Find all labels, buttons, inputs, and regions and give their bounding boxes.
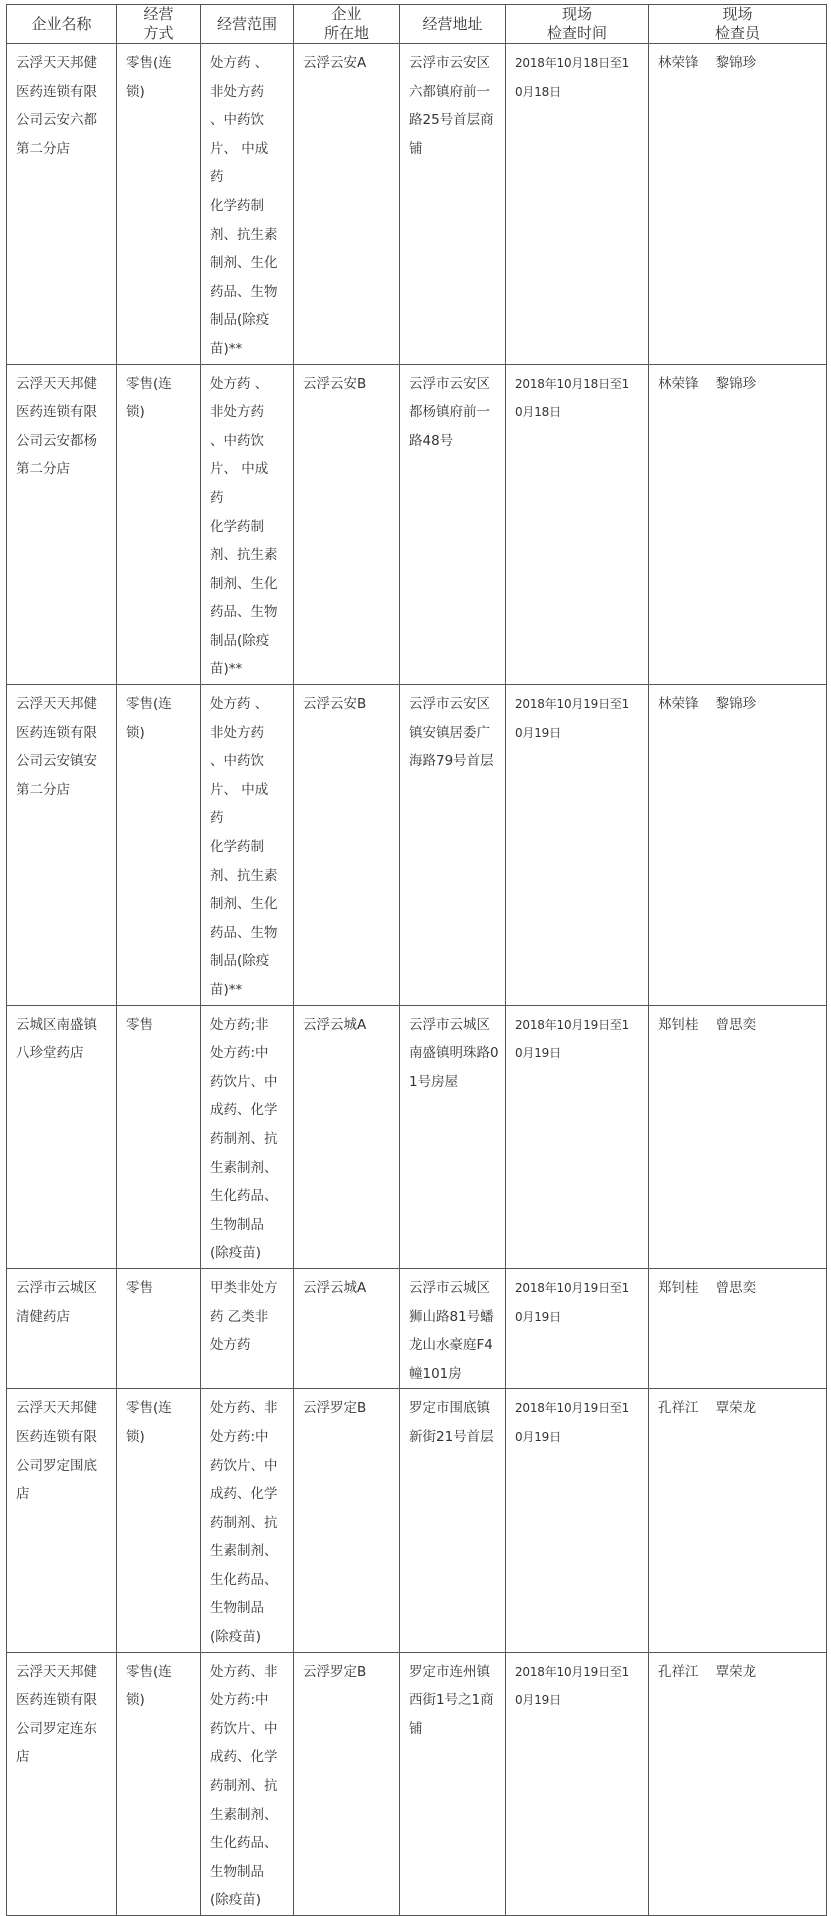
cell-company-name — [7, 1389, 117, 1652]
cell-company-name — [7, 1005, 117, 1268]
cell-business-scope — [201, 685, 294, 1006]
cell-location — [294, 1005, 400, 1268]
business-scope-text: 甲类非处方 药 乙类非 处方药 — [210, 1279, 278, 1354]
table-row — [7, 44, 827, 365]
business-mode-text: 零售(连 锁) — [126, 1400, 172, 1445]
business-scope-text: 处方药、非 处方药:中 药饮片、中 成药、化学 药制剂、抗 生素制剂、 生化药品、 生物制品 (除疫苗) — [210, 1400, 278, 1646]
cell-inspectors — [649, 685, 827, 1006]
business-mode-text: 零售 — [126, 1016, 153, 1033]
address-text: 云浮市云城区 南盛镇明珠路0 1号房屋 — [409, 1016, 499, 1090]
location-text: 云浮云城A — [303, 1279, 367, 1296]
inspection-time-text: 2018年10月19日至1 0月19日 — [515, 697, 630, 740]
company-name-text: 云浮天天邦健 医药连锁有限 公司罗定围底 店 — [16, 1400, 97, 1503]
inspectors-text: 林荣锋 黎锦珍 — [658, 55, 757, 71]
header-business-scope: 经营范围 — [201, 5, 294, 44]
header-inspection-time: 现场 检查时间 — [506, 5, 649, 44]
business-mode-text: 零售(连 锁) — [126, 375, 172, 421]
inspectors-text: 孔祥江 覃荣龙 — [658, 1400, 757, 1417]
table-row — [7, 1389, 827, 1652]
cell-inspectors — [649, 1652, 827, 1915]
company-name-text: 云浮天天邦健 医药连锁有限 公司罗定连东 店 — [16, 1663, 97, 1766]
table-row — [7, 364, 827, 685]
table-row — [7, 1652, 827, 1915]
address-text: 罗定市围底镇 新街21号首层 — [409, 1400, 494, 1445]
company-name-text: 云城区南盛镇 八珍堂药店 — [16, 1016, 97, 1062]
cell-business-scope — [201, 1652, 294, 1915]
company-name-text: 云浮市云城区 清健药店 — [16, 1279, 97, 1325]
cell-business-scope — [201, 1389, 294, 1652]
inspectors-text: 林荣锋 黎锦珍 — [658, 696, 757, 713]
inspectors-text: 郑钊桂 曾思奕 — [658, 1016, 757, 1033]
cell-location — [294, 1268, 400, 1388]
header-location: 企业 所在地 — [294, 5, 400, 44]
header-company-name: 企业名称 — [7, 5, 117, 44]
cell-address — [400, 685, 506, 1006]
header-inspectors: 现场 检查员 — [649, 5, 827, 44]
address-text: 云浮市云城区 狮山路81号蟠 龙山水豪庭F4 幢101房 — [409, 1279, 494, 1382]
cell-business-mode — [117, 44, 201, 365]
table-row — [7, 1005, 827, 1268]
inspection-time-text: 2018年10月19日至1 0月19日 — [515, 1017, 630, 1061]
inspection-time-text: 2018年10月19日至1 0月19日 — [515, 1280, 630, 1324]
cell-location — [294, 1652, 400, 1915]
address-text: 云浮市云安区 都杨镇府前一 路48号 — [409, 375, 490, 449]
cell-company-name — [7, 1652, 117, 1915]
cell-inspection-time — [506, 364, 649, 685]
company-name-text: 云浮天天邦健 医药连锁有限 公司云安镇安 第二分店 — [16, 696, 97, 798]
business-scope-text: 处方药;非 处方药:中 药饮片、中 成药、化学 药制剂、抗 生素制剂、 生化药品、 生物制品 (除疫苗) — [210, 1016, 278, 1262]
inspectors-text: 郑钊桂 曾思奕 — [658, 1279, 757, 1296]
company-name-text: 云浮天天邦健 医药连锁有限 公司云安六都 第二分店 — [16, 55, 97, 157]
business-scope-text: 处方药 、 非处方药 、中药饮 片、 中成 药 化学药制 剂、抗生素 制剂、生化 药品、生物 制品(除疫 苗)** — [210, 375, 278, 678]
cell-inspectors — [649, 1268, 827, 1388]
address-text: 云浮市云安区 六都镇府前一 路25号首层商 铺 — [409, 55, 494, 157]
cell-location — [294, 364, 400, 685]
cell-inspectors — [649, 44, 827, 365]
cell-inspectors — [649, 364, 827, 685]
location-text: 云浮云安B — [303, 696, 367, 713]
inspection-table — [6, 4, 827, 1916]
cell-inspection-time — [506, 44, 649, 365]
business-mode-text: 零售 — [126, 1279, 153, 1296]
cell-inspection-time — [506, 1268, 649, 1388]
cell-company-name — [7, 44, 117, 365]
cell-company-name — [7, 364, 117, 685]
address-text: 云浮市云安区 镇安镇居委广 海路79号首层 — [409, 696, 494, 770]
cell-address — [400, 1652, 506, 1915]
cell-business-scope — [201, 1268, 294, 1388]
location-text: 云浮云安A — [303, 55, 367, 71]
cell-inspection-time — [506, 1652, 649, 1915]
cell-business-mode — [117, 1005, 201, 1268]
cell-location — [294, 1389, 400, 1652]
company-name-text: 云浮天天邦健 医药连锁有限 公司云安都杨 第二分店 — [16, 375, 97, 478]
business-mode-text: 零售(连 锁) — [126, 1663, 172, 1709]
inspection-time-text: 2018年10月18日至1 0月18日 — [515, 56, 630, 99]
cell-address — [400, 44, 506, 365]
business-scope-text: 处方药、非 处方药:中 药饮片、中 成药、化学 药制剂、抗 生素制剂、 生化药品、 生物制品 (除疫苗) — [210, 1663, 278, 1909]
cell-business-mode — [117, 1652, 201, 1915]
location-text: 云浮云城A — [303, 1016, 367, 1033]
address-text: 罗定市连州镇 西街1号之1商 铺 — [409, 1663, 494, 1737]
inspection-time-text: 2018年10月19日至1 0月19日 — [515, 1401, 630, 1444]
inspectors-text: 孔祥江 覃荣龙 — [658, 1663, 757, 1680]
business-scope-text: 处方药 、 非处方药 、中药饮 片、 中成 药 化学药制 剂、抗生素 制剂、生化 药品、生物 制品(除疫 苗)** — [210, 55, 278, 357]
header-address: 经营地址 — [400, 5, 506, 44]
cell-inspectors — [649, 1005, 827, 1268]
cell-business-scope — [201, 364, 294, 685]
cell-business-scope — [201, 1005, 294, 1268]
cell-inspection-time — [506, 1389, 649, 1652]
inspection-time-text: 2018年10月19日至1 0月19日 — [515, 1664, 630, 1708]
cell-inspection-time — [506, 1005, 649, 1268]
cell-business-mode — [117, 1389, 201, 1652]
cell-company-name — [7, 685, 117, 1006]
location-text: 云浮云安B — [303, 375, 367, 392]
inspectors-text: 林荣锋 黎锦珍 — [658, 375, 757, 392]
cell-address — [400, 364, 506, 685]
cell-inspectors — [649, 1389, 827, 1652]
cell-address — [400, 1005, 506, 1268]
cell-business-mode — [117, 1268, 201, 1388]
header-row — [7, 5, 827, 44]
cell-location — [294, 685, 400, 1006]
inspection-time-text: 2018年10月18日至1 0月18日 — [515, 376, 630, 420]
cell-business-mode — [117, 685, 201, 1006]
location-text: 云浮罗定B — [303, 1400, 367, 1417]
table-row — [7, 685, 827, 1006]
cell-inspection-time — [506, 685, 649, 1006]
cell-address — [400, 1389, 506, 1652]
business-mode-text: 零售(连 锁) — [126, 696, 172, 741]
cell-business-scope — [201, 44, 294, 365]
header-business-mode: 经营 方式 — [117, 5, 201, 44]
table-row — [7, 1268, 827, 1388]
location-text: 云浮罗定B — [303, 1663, 367, 1680]
business-mode-text: 零售(连 锁) — [126, 55, 172, 100]
cell-address — [400, 1268, 506, 1388]
cell-location — [294, 44, 400, 365]
cell-business-mode — [117, 364, 201, 685]
business-scope-text: 处方药 、 非处方药 、中药饮 片、 中成 药 化学药制 剂、抗生素 制剂、生化 药品、生物 制品(除疫 苗)** — [210, 696, 278, 998]
cell-company-name — [7, 1268, 117, 1388]
